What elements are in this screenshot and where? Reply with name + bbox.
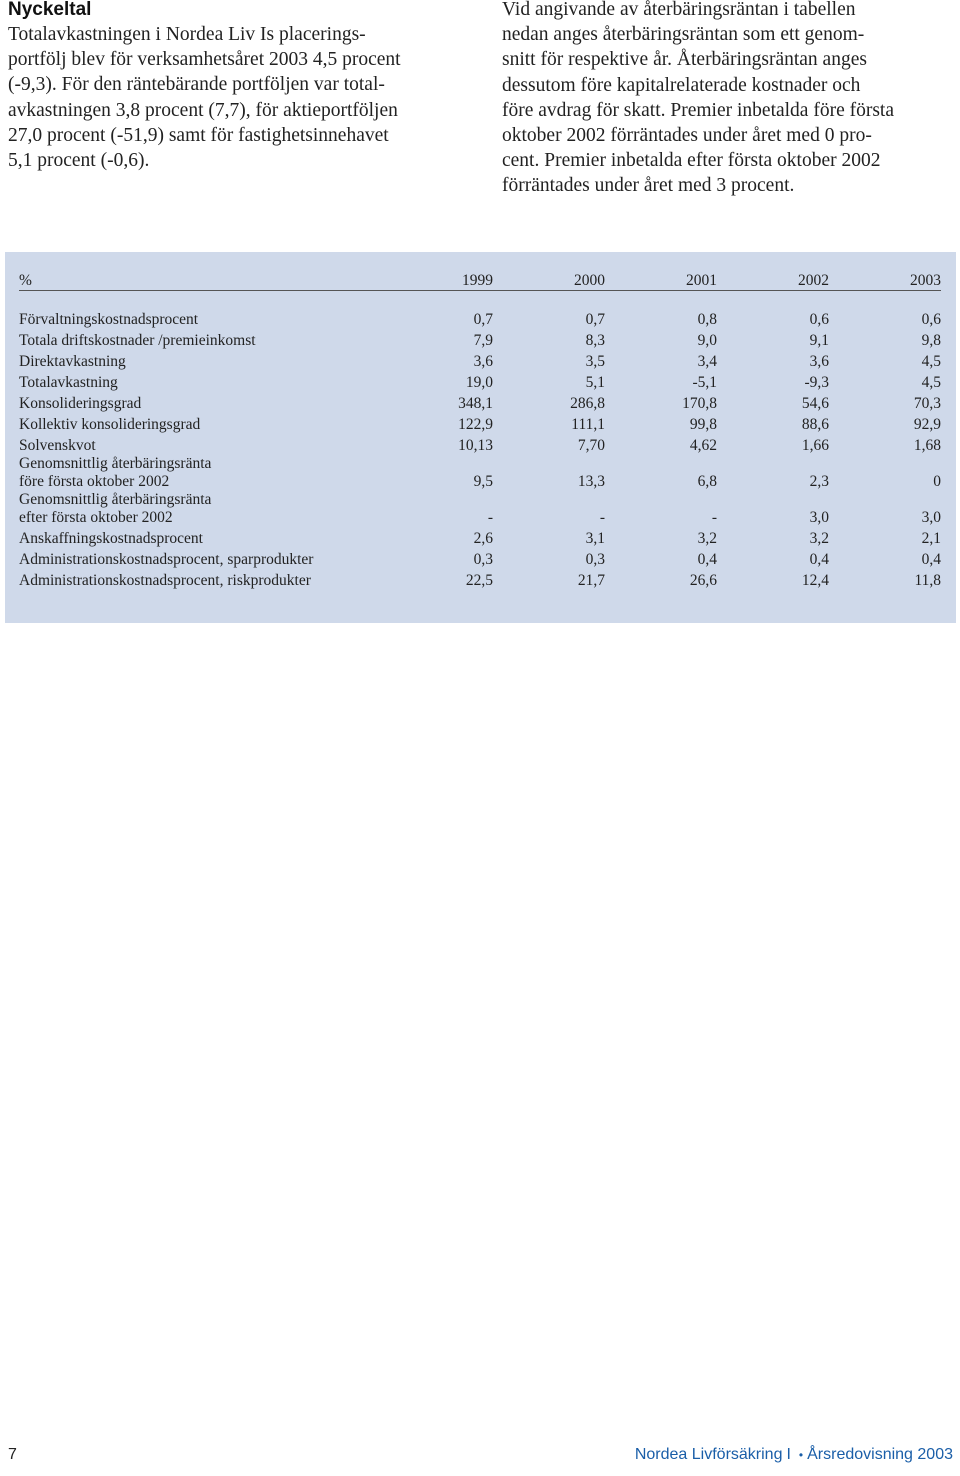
- table-row: [19, 291, 941, 330]
- row-label-text: Solvenskvot: [19, 437, 96, 454]
- value-cell: 4,62: [689, 437, 717, 454]
- report-title: Årsredovisning 2003: [807, 1446, 953, 1463]
- footer-brand: [635, 1446, 953, 1464]
- year-header: 2002: [717, 264, 829, 291]
- separator: I: [786, 1446, 791, 1463]
- value-cell: 4,5: [921, 353, 941, 370]
- intro-line: portfölj blev för verksamhetsåret 2003 4,5 procent: [8, 49, 401, 71]
- row-label: [19, 455, 381, 491]
- value-cell: 21,7: [577, 572, 605, 589]
- row-label: [19, 291, 381, 330]
- row-label: [19, 371, 381, 392]
- year-header: 2000: [493, 264, 605, 291]
- note-line: förräntades under året med 3 procent.: [502, 175, 795, 197]
- value-cell: 3,6: [473, 353, 493, 370]
- value-cell: -: [487, 509, 493, 526]
- year-header: 2003: [829, 264, 941, 291]
- row-label-text: Förvaltningskostnadsprocent: [19, 311, 199, 328]
- unit-header: %: [19, 264, 381, 291]
- value-cell: 3,2: [809, 530, 829, 547]
- value-cell: 0,3: [473, 551, 493, 568]
- row-label-text: Genomsnittlig återbäringsränta: [19, 491, 212, 508]
- value-cell: 2,1: [921, 530, 941, 547]
- note-line: före avdrag för skatt. Premier inbetalda före första: [502, 99, 894, 121]
- row-label-text: Genomsnittlig återbäringsränta: [19, 455, 212, 472]
- value-cell: 0,3: [585, 551, 605, 568]
- row-label: [19, 548, 381, 569]
- table-row: [19, 455, 941, 491]
- value-cell: 2,3: [809, 473, 829, 490]
- value-cell: 4,5: [921, 374, 941, 391]
- table-row: [19, 548, 941, 569]
- note-paragraph: [502, 0, 894, 199]
- bullet-icon: •: [798, 1448, 804, 1462]
- value-cell: 19,0: [465, 374, 493, 391]
- row-label-text: Totala driftskostnader /premieinkomst: [19, 332, 256, 349]
- value-cell: 88,6: [801, 416, 829, 433]
- row-label: [19, 527, 381, 548]
- value-cell: 3,0: [921, 509, 941, 526]
- value-cell: 3,2: [697, 530, 717, 547]
- value-cell: 0,4: [697, 551, 717, 568]
- value-cell: 286,8: [570, 395, 605, 412]
- value-cell: 9,0: [697, 332, 717, 349]
- row-label-text: Direktavkastning: [19, 353, 126, 370]
- value-cell: 1,66: [801, 437, 829, 454]
- value-cell: 26,6: [689, 572, 717, 589]
- value-cell: 7,70: [577, 437, 605, 454]
- row-label-text-2: före första oktober 2002: [19, 473, 170, 490]
- value-cell: 0,7: [473, 311, 493, 328]
- value-cell: 0,8: [697, 311, 717, 328]
- value-cell: 3,0: [809, 509, 829, 526]
- note-line: nedan anges återbäringsräntan som ett genom-: [502, 24, 865, 46]
- intro-line: (-9,3). För den räntebärande portföljen var total-: [8, 74, 385, 96]
- table-row: [19, 371, 941, 392]
- row-label: [19, 350, 381, 371]
- note-line: snitt för respektive år. Återbäringsräntan anges: [502, 49, 867, 71]
- value-cell: 9,8: [921, 332, 941, 349]
- table-row: [19, 569, 941, 590]
- row-label-text: Kollektiv konsolideringsgrad: [19, 416, 201, 433]
- key-figures-table: [19, 264, 941, 590]
- row-label-text-2: efter första oktober 2002: [19, 509, 173, 526]
- row-label-text: Administrationskostnadsprocent, riskprodukter: [19, 572, 311, 589]
- value-cell: 6,8: [697, 473, 717, 490]
- note-line: Vid angivande av återbäringsräntan i tabellen: [502, 0, 856, 20]
- value-cell: 170,8: [682, 395, 717, 412]
- table-body: [19, 291, 941, 591]
- section-heading: Nyckeltal: [8, 0, 92, 20]
- table-row: [19, 434, 941, 455]
- row-label-text: Anskaffningskostnadsprocent: [19, 530, 203, 547]
- value-cell: -5,1: [692, 374, 717, 391]
- value-cell: 10,13: [458, 437, 493, 454]
- key-figures-panel: [5, 252, 956, 623]
- row-label: [19, 413, 381, 434]
- row-label: [19, 434, 381, 455]
- row-label: [19, 329, 381, 350]
- value-cell: 348,1: [458, 395, 493, 412]
- value-cell: 111,1: [571, 416, 605, 433]
- value-cell: 0,4: [809, 551, 829, 568]
- value-cell: 9,5: [473, 473, 493, 490]
- value-cell: 11,8: [914, 572, 941, 589]
- intro-line: 5,1 procent (-0,6).: [8, 150, 150, 172]
- intro-line: Totalavkastningen i Nordea Liv Is placerings-: [8, 24, 366, 45]
- page-footer: [0, 1446, 960, 1470]
- row-label-text: Administrationskostnadsprocent, sparprodukter: [19, 551, 314, 568]
- row-label-text: Konsolideringsgrad: [19, 395, 142, 412]
- value-cell: 22,5: [465, 572, 493, 589]
- value-cell: 3,4: [697, 353, 717, 370]
- note-line: oktober 2002 förräntades under året med 0 pro-: [502, 125, 872, 147]
- value-cell: 8,3: [585, 332, 605, 349]
- table-row: [19, 392, 941, 413]
- table-row: [19, 350, 941, 371]
- value-cell: 0,6: [921, 311, 941, 328]
- value-cell: 0,6: [809, 311, 829, 328]
- year-header: 1999: [381, 264, 493, 291]
- value-cell: 122,9: [458, 416, 493, 433]
- brand-name: Nordea Livförsäkring: [634, 1446, 783, 1463]
- value-cell: 5,1: [585, 374, 605, 391]
- value-cell: 70,3: [913, 395, 941, 412]
- value-cell: 3,1: [585, 530, 605, 547]
- table-header-row: [19, 264, 941, 291]
- note-line: cent. Premier inbetalda efter första oktober 2002: [502, 150, 881, 172]
- value-cell: -: [599, 509, 605, 526]
- row-label-text: Totalavkastning: [19, 374, 118, 391]
- value-cell: 7,9: [473, 332, 493, 349]
- value-cell: 2,6: [473, 530, 493, 547]
- value-cell: 13,3: [577, 473, 605, 490]
- value-cell: -: [711, 509, 717, 526]
- table-row: [19, 527, 941, 548]
- table-row: [19, 491, 941, 527]
- value-cell: -9,3: [804, 374, 829, 391]
- page-number: 7: [8, 1446, 17, 1463]
- row-label: [19, 392, 381, 413]
- table-row: [19, 329, 941, 350]
- note-line: dessutom före kapitalrelaterade kostnader och: [502, 74, 861, 96]
- value-cell: 3,6: [809, 353, 829, 370]
- value-cell: 92,9: [913, 416, 941, 433]
- intro-line: 27,0 procent (-51,9) samt för fastighetsinnehavet: [8, 124, 389, 146]
- year-header: 2001: [605, 264, 717, 291]
- value-cell: 99,8: [689, 416, 717, 433]
- value-cell: 0,7: [585, 311, 605, 328]
- value-cell: 3,5: [585, 353, 605, 370]
- value-cell: 54,6: [801, 395, 829, 412]
- table-row: [19, 413, 941, 434]
- value-cell: 1,68: [913, 437, 941, 454]
- value-cell: 12,4: [801, 572, 829, 589]
- row-label: [19, 569, 381, 590]
- intro-line: avkastningen 3,8 procent (7,7), för aktieportföljen: [8, 99, 398, 121]
- row-label: [19, 491, 381, 527]
- value-cell: 0: [933, 473, 941, 490]
- value-cell: 9,1: [809, 332, 829, 349]
- value-cell: 0,4: [921, 551, 941, 568]
- intro-paragraph: [8, 22, 401, 173]
